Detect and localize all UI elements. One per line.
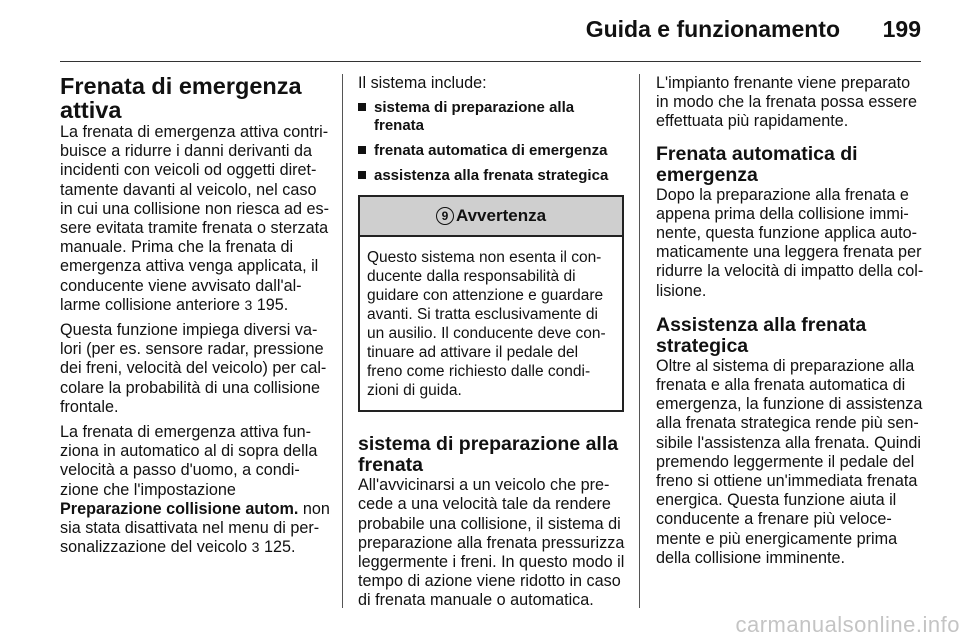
section-heading-frenata-automatica: Frenata automatica di emergenza <box>656 142 858 186</box>
setting-name: Preparazione collisione autom. <box>60 499 299 518</box>
page-ref-arrow-icon: 3 <box>251 539 260 556</box>
paragraph-intro: La frenata di emergenza attiva contri- buisce a ridurre i danni derivanti da incidenti con veicoli od oggetti diret- tamente davanti al veicolo, nel caso in cui una collisione non riesca ad es- sere evitata tramite frenata o sterzata manuale. Prima che la frenata di emergenza attiva venga applicata, il conducente viene avvisato dall'al- larme collisione anteriore 3 195. <box>60 123 330 314</box>
header-rule <box>60 61 921 62</box>
paragraph-frenata-automatica: Dopo la preparazione alla frenata e appena prima della collisione immi- nente, questa funzione applica auto- maticamente una leggera frenata per ridurre la velocità di impatto della col- lisione. <box>656 185 924 300</box>
bullet-icon <box>358 171 366 179</box>
column-middle <box>358 74 623 617</box>
running-title: Guida e funzionamento <box>585 16 840 42</box>
page-ref-link[interactable]: 125. <box>263 538 296 557</box>
warning-icon: 9 <box>436 207 454 225</box>
paragraph-preparazione: All'avvicinarsi a un veicolo che pre- cede a una velocità tale da rendere probabile una collisione, il sistema di preparazione alla frenata pressurizza leggermente i freni. In questo modo il tempo di azione viene ridotto in caso di frenata manuale o automatica. <box>358 476 625 610</box>
paragraph-impianto: L'impianto frenante viene preparato in modo che la frenata possa essere effettuata più rapidamente. <box>656 74 917 131</box>
list-item: sistema di preparazione alla frenata <box>358 99 623 135</box>
watermark: carmanualsonline.info <box>735 612 960 637</box>
bullet-icon <box>358 103 366 111</box>
list-item: assistenza alla frenata strategica <box>358 167 623 185</box>
column-right <box>656 74 922 574</box>
page-ref-link[interactable]: 195. <box>256 295 289 314</box>
column-divider-right <box>639 74 640 608</box>
paragraph-activation: La frenata di emergenza attiva fun- ziona in automatico al di sopra della velocità a passo d'uomo, a condi- zione che l'impostazione Preparazione collisione autom. non sia stata disattivata nel menu di per- sonalizzazione del veicolo 3 125. <box>60 423 330 557</box>
page-ref-arrow-icon: 3 <box>244 296 253 313</box>
list-item: frenata automatica di emergenza <box>358 142 623 160</box>
warning-body: Questo sistema non esenta il con- ducente dalla responsabilità di guidare con attenzione e guardare avanti. Si tratta esclusivamente di un ausilio. Il conducente deve con- tinuare ad attivare il pedale del freno come richiesto dalle condi- zioni di guida. <box>367 249 606 400</box>
system-intro: Il sistema include: <box>358 74 487 92</box>
warning-title: Avvertenza <box>455 206 547 226</box>
bullet-icon <box>358 146 366 154</box>
section-heading-assistenza-frenata: Assistenza alla frenata strategica <box>656 313 867 357</box>
warning-header <box>360 197 622 237</box>
paragraph-assistenza: Oltre al sistema di preparazione alla frenata e alla frenata automatica di emergenza, la funzione di assistenza alla frenata strategica rende più sen- sibile l'assistenza alla frenata. Quindi premendo leggermente il pedale del freno si ottiene un'immediata frenata energica. Questa funzione aiuta il conducente a frenare più veloce- mente e più energicamente prima della collisione imminente. <box>656 356 923 567</box>
system-feature-list <box>358 99 623 185</box>
page-number: 199 <box>882 16 921 42</box>
warning-box <box>358 195 624 412</box>
column-divider-left <box>342 74 343 608</box>
column-left <box>60 74 330 563</box>
page-header <box>0 0 960 60</box>
section-heading-preparazione-frenata: sistema di preparazione alla frenata <box>358 433 619 477</box>
paragraph-sensors: Questa funzione impiega diversi va- lori (per es. sensore radar, pressione dei freni, velocità del veicolo) per cal- colare la probabilità di una collisione frontale. <box>60 321 327 416</box>
section-heading-frenata-emergenza-attiva: Frenata di emergenza attiva <box>60 73 302 123</box>
